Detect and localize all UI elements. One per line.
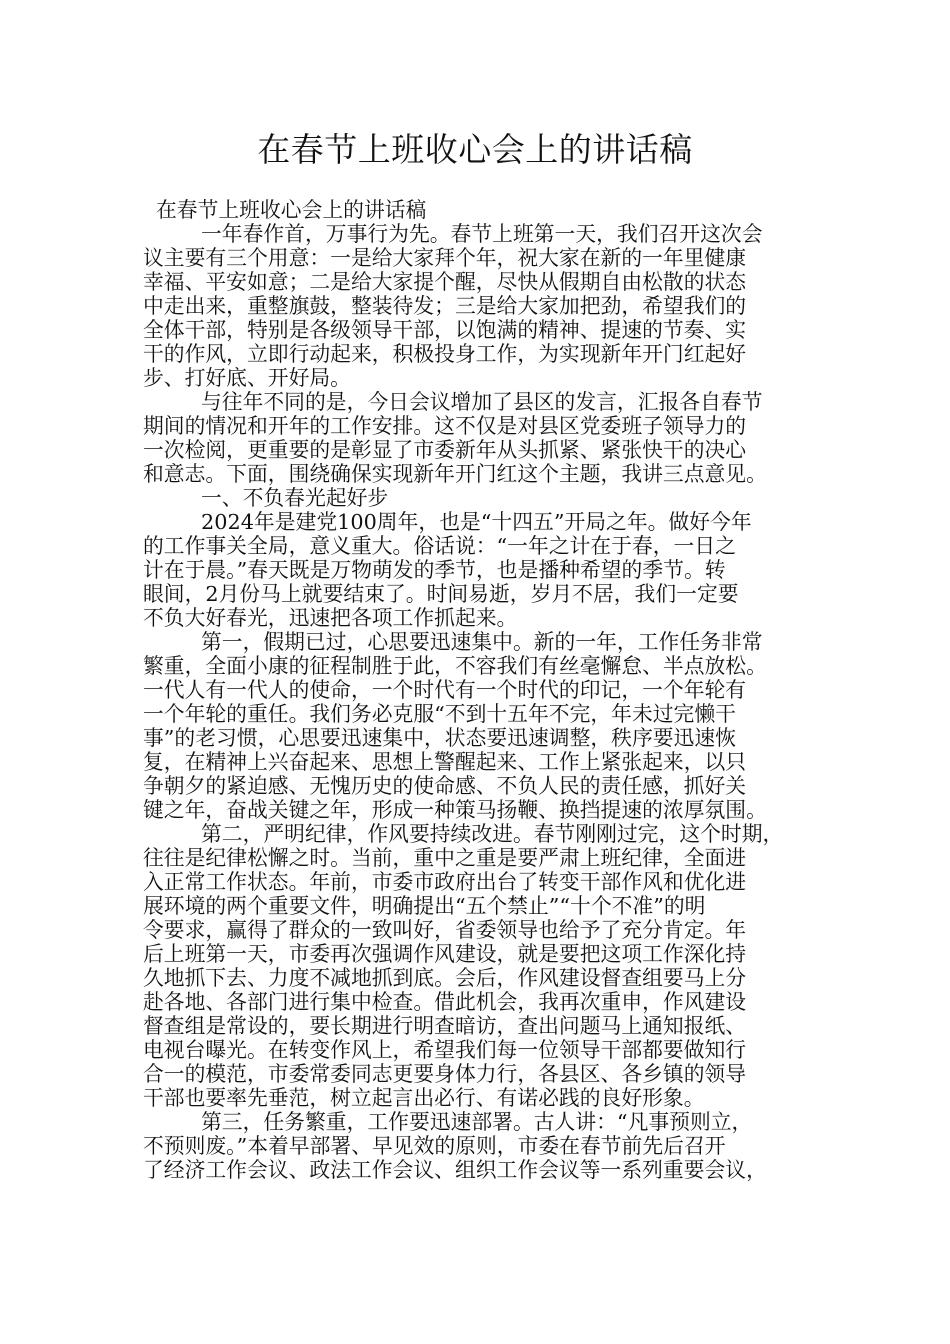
text-line: 第二，严明纪律，作风要持续改进。春节刚刚过完，这个时期， [201, 822, 784, 846]
text-line: 后上班第一天，市委再次强调作风建设，就是要把这项工作深化持 [143, 942, 747, 966]
text-line: 第一，假期已过，心思要迅速集中。新的一年，工作任务非常 [201, 630, 763, 654]
text-line: 在春节上班收心会上的讲话稿 [156, 198, 427, 222]
text-line: 一、不负春光起好步 [201, 486, 389, 510]
text-line: 计在于晨。”春天既是万物萌发的季节，也是播种希望的季节。转 [143, 558, 726, 582]
text-line: 干的作风，立即行动起来，积极投身工作，为实现新年开门红起好 [143, 342, 747, 366]
text-line: 步、打好底、开好局。 [143, 366, 351, 390]
text-line: 眼间，2月份马上就要结束了。时间易逝，岁月不居，我们一定要 [143, 582, 739, 606]
text-line: 督查组是常设的，要长期进行明查暗访，查出问题马上通知报纸、 [143, 1014, 747, 1038]
text-line: 干部也要率先垂范，树立起言出必行、有诺必践的良好形象。 [143, 1086, 705, 1110]
text-line: 争朝夕的紧迫感、无愧历史的使命感、不负人民的责任感，抓好关 [143, 774, 747, 798]
text-line: 议主要有三个用意：一是给大家拜个年，祝大家在新的一年里健康 [143, 246, 747, 270]
text-line: 期间的情况和开年的工作安排。这不仅是对县区党委班子领导力的 [143, 414, 747, 438]
text-line: 键之年，奋战关键之年，形成一种策马扬鞭、换挡提速的浓厚氛围。 [143, 798, 767, 822]
text-line: 繁重，全面小康的征程制胜于此，不容我们有丝毫懈怠、半点放松。 [143, 654, 767, 678]
text-line: 展环境的两个重要文件，明确提出“五个禁止”“十个不准”的明 [143, 894, 706, 918]
text-line: 中走出来，重整旗鼓，整装待发；三是给大家加把劲，希望我们的 [143, 294, 747, 318]
text-line: 事”的老习惯，心思要迅速集中，状态要迅速调整，秩序要迅速恢 [143, 726, 736, 750]
text-line: 令要求，赢得了群众的一致叫好，省委领导也给予了充分肯定。年 [143, 918, 747, 942]
text-line: 和意志。下面，围绕确保实现新年开门红这个主题，我讲三点意见。 [143, 462, 767, 486]
text-line: 的工作事关全局，意义重大。俗话说：“一年之计在于春，一日之 [143, 534, 736, 558]
text-line: 久地抓下去、力度不减地抓到底。会后，作风建设督查组要马上分 [143, 966, 747, 990]
text-line: 入正常工作状态。年前，市委市政府出台了转变干部作风和优化进 [143, 870, 747, 894]
document-title: 在春节上班收心会上的讲话稿 [257, 130, 693, 169]
text-line: 电视台曝光。在转变作风上，希望我们每一位领导干部都要做知行 [143, 1038, 747, 1062]
document-body [143, 198, 818, 1182]
text-line: 一次检阅，更重要的是彰显了市委新年从头抓紧、紧张快干的决心 [143, 438, 747, 462]
text-line: 与往年不同的是，今日会议增加了县区的发言，汇报各自春节 [201, 390, 763, 414]
text-line: 赴各地、各部门进行集中检查。借此机会，我再次重申，作风建设 [143, 990, 747, 1014]
text-line: 一代人有一代人的使命，一个时代有一个时代的印记，一个年轮有 [143, 678, 747, 702]
text-line: 一年春作首，万事行为先。春节上班第一天，我们召开这次会 [201, 222, 763, 246]
text-line: 了经济工作会议、政法工作会议、组织工作会议等一系列重要会议， [143, 1158, 767, 1182]
text-line: 幸福、平安如意；二是给大家提个醒，尽快从假期自由松散的状态 [143, 270, 747, 294]
text-line: 不负大好春光，迅速把各项工作抓起来。 [143, 606, 518, 630]
text-line: 不预则废。”本着早部署、早见效的原则，市委在春节前先后召开 [143, 1134, 726, 1158]
text-line: 全体干部，特别是各级领导干部，以饱满的精神、提速的节奏、实 [143, 318, 747, 342]
text-line: 往往是纪律松懈之时。当前，重中之重是要严肃上班纪律，全面进 [143, 846, 747, 870]
text-line: 2024年是建党100周年，也是“十四五”开局之年。做好今年 [201, 510, 752, 534]
text-line: 一个年轮的重任。我们务必克服“不到十五年不完，年未过完懒干 [143, 702, 736, 726]
text-line: 合一的模范，市委常委同志更要身体力行，各县区、各乡镇的领导 [143, 1062, 747, 1086]
text-line: 复，在精神上兴奋起来、思想上警醒起来、工作上紧张起来，以只 [143, 750, 747, 774]
text-line: 第三，任务繁重，工作要迅速部署。古人讲：“凡事预则立， [201, 1110, 753, 1134]
